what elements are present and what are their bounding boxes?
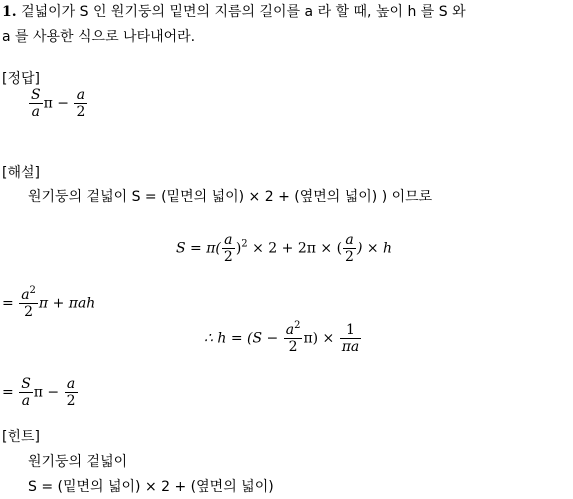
eq1-den: 2: [223, 249, 233, 266]
eq3-mid: π) ×: [303, 330, 335, 347]
eq4-den-2: 2: [66, 393, 76, 410]
eq1-sup: 2: [241, 238, 248, 250]
answer-mid: π −: [43, 95, 69, 112]
eq4-prefix: =: [2, 384, 14, 401]
eq1-num: a: [224, 232, 233, 248]
eq2-prefix: =: [2, 295, 14, 312]
eq2-sup: 2: [29, 285, 36, 296]
problem-number: 1.: [2, 4, 17, 20]
hint-line-2: S = (밑면의 넓이) × 2 + (옆면의 넓이): [28, 479, 274, 495]
eq1-end: ) × h: [356, 240, 393, 257]
eq3-left: ∴ h = (S −: [204, 330, 279, 347]
eq3-sup: 2: [294, 320, 301, 331]
eq2-num: a: [21, 287, 30, 303]
answer-den-2: 2: [76, 104, 86, 121]
eq3-num-2: 1: [346, 322, 355, 338]
answer-heading: [정답]: [2, 71, 40, 87]
equation-3: [204, 322, 362, 355]
eq1-num-2: a: [345, 232, 354, 248]
equation-2: [2, 287, 95, 320]
eq2-den: 2: [19, 303, 38, 320]
answer-num-2: a: [76, 87, 86, 103]
eq4-num-2: a: [66, 376, 76, 392]
answer-formula: [28, 87, 88, 120]
explanation-heading: [해설]: [2, 165, 40, 181]
eq1-left: S = π(: [176, 240, 221, 257]
eq4-mid: π −: [33, 384, 60, 401]
answer-num-1: S: [31, 87, 41, 103]
eq3-num: a: [285, 322, 295, 338]
problem-statement: [2, 5, 466, 19]
hint-line-1: 원기둥의 겉넓이: [28, 454, 128, 470]
eq1-mid: ): [235, 240, 242, 257]
eq1-den-2: 2: [345, 249, 354, 266]
explanation-line-1: 원기둥의 겉넓이 S = (밑면의 넓이) × 2 + (옆면의 넓이) ) 이므로: [28, 189, 433, 205]
eq3-den-2: πa: [341, 339, 360, 356]
eq4-den-1: a: [19, 392, 33, 409]
hint-heading: [힌트]: [2, 429, 40, 445]
problem-line-1: 겉넓이가 S 인 원기둥의 밑면의 지름의 길이를 a 라 할 때, 높이 h 를 S 와: [21, 4, 466, 20]
answer-den-1: a: [29, 103, 43, 120]
equation-1: [176, 232, 392, 265]
problem-line-2: a 를 사용한 식으로 나타내어라.: [2, 29, 196, 45]
eq4-num-1: S: [21, 376, 31, 392]
eq1-rest: × 2 + 2π × (: [247, 240, 343, 257]
equation-4: [2, 376, 79, 409]
eq3-den: 2: [284, 338, 303, 355]
eq2-rest: π + πah: [38, 295, 96, 312]
